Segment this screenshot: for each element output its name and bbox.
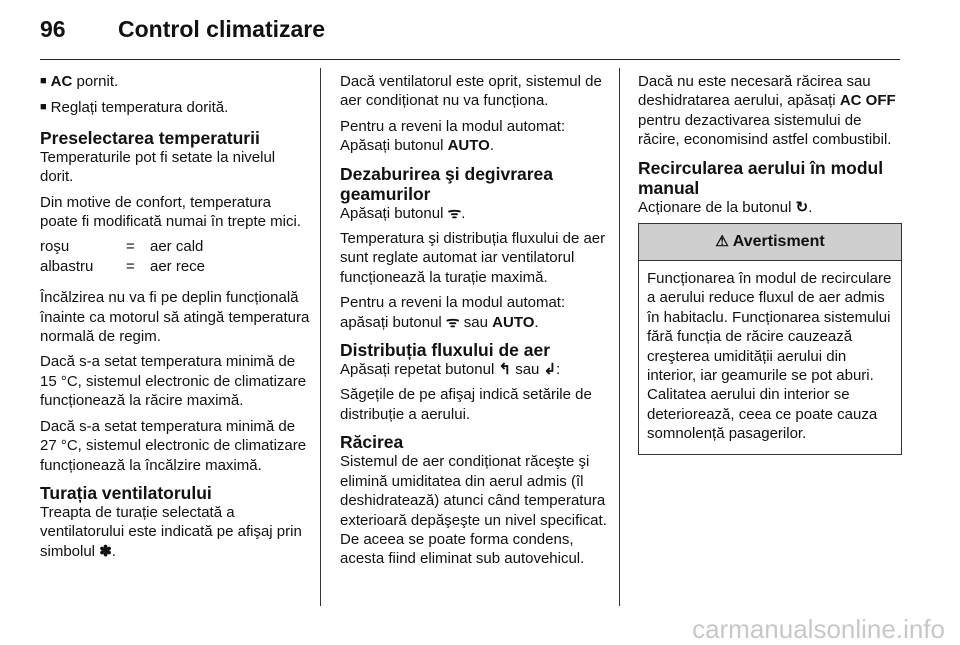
table-eq: = bbox=[126, 257, 135, 275]
watermark: carmanualsonline.info bbox=[692, 614, 945, 644]
recirculation-icon: ↻ bbox=[795, 198, 809, 216]
paragraph bbox=[638, 72, 902, 150]
bullet-text: Reglați temperatura dorită. bbox=[50, 99, 229, 117]
text: Treapta de turație selectată a ventilatorului este indicată pe afişaj prin simbolul bbox=[40, 503, 302, 560]
page-number: 96 bbox=[40, 16, 66, 42]
paragraph: Săgețile de pe afişaj indică setările de distribuție a aerului. bbox=[340, 386, 592, 423]
warning-header bbox=[639, 224, 901, 261]
paragraph bbox=[638, 198, 902, 217]
column-divider-2 bbox=[619, 68, 620, 606]
warning-box bbox=[638, 223, 902, 455]
heading-recirculation: Recircularea aerului în modul manual bbox=[638, 157, 884, 198]
bullet-text: pornit. bbox=[72, 73, 119, 90]
column-divider-1 bbox=[320, 68, 321, 606]
warning-text: Funcționarea în modul de recirculare a aerului reduce fluxul de aer admis în habitaclu. Funcționarea sistemului fără funcția de răcire cauzează creşterea umidității aerului din interior, iar geamurile se pot aburi. Calitatea aerului din interior se deteriorează, ceea ce poate cauza somnolență pasagerilor. bbox=[647, 270, 892, 443]
paragraph: Încălzirea nu va fi pe deplin funcțională înainte ca motorul să atingă temperatura normală de regim. bbox=[40, 289, 310, 346]
column-3 bbox=[638, 72, 902, 455]
paragraph bbox=[340, 204, 615, 223]
warning-title: Avertisment bbox=[732, 233, 825, 251]
text: Pentru a reveni la modul automat: Apăsați butonul bbox=[340, 117, 566, 155]
table-value: aer cald bbox=[150, 238, 204, 256]
paragraph: Din motive de confort, temperatura poate fi modificată numai în trepte mici. bbox=[40, 193, 301, 231]
table-key: roşu bbox=[40, 238, 70, 256]
text: Dacă nu este necesară răcirea sau deshidratarea aerului, apăsați bbox=[638, 73, 871, 110]
text: . bbox=[489, 137, 494, 155]
warning-triangle-icon: ⚠ bbox=[715, 233, 729, 251]
heading-preselect-temperature: Preselectarea temperaturii bbox=[40, 127, 260, 148]
column-2 bbox=[340, 72, 615, 575]
heading-defrost: Dezaburirea şi degivrarea geamurilor bbox=[340, 163, 554, 204]
paragraph: Dacă s-a setat temperatura minimă de 15 °C, sistemul electronic de climatizare funcționează la răcire maximă. bbox=[40, 353, 307, 410]
heading-air-distribution: Distribuția fluxului de aer bbox=[340, 340, 551, 361]
page-header bbox=[0, 0, 960, 62]
table-row bbox=[40, 257, 205, 276]
text: . bbox=[111, 542, 116, 560]
paragraph bbox=[340, 117, 615, 156]
paragraph bbox=[40, 503, 312, 561]
text: : bbox=[556, 361, 561, 379]
paragraph: Sistemul de aer condiționat răceşte şi elimină umiditatea din aerul admis (îl deshidratează) atunci când temperatura exterioară depăşeşte un nivel specificat. De aceea se poate forma condens, acesta fiind eliminat sub autovehicul. bbox=[340, 453, 607, 568]
text: . bbox=[461, 204, 466, 222]
square-bullet-icon: ■ bbox=[40, 75, 47, 87]
heading-fan-speed: Turația ventilatorului bbox=[40, 482, 212, 503]
windscreen-defrost-icon: ᯤ bbox=[445, 313, 460, 331]
windscreen-defrost-icon: ᯤ bbox=[447, 204, 462, 222]
color-legend-table bbox=[40, 237, 205, 276]
table-eq: = bbox=[126, 238, 135, 256]
text: Acționare de la butonul bbox=[638, 198, 792, 216]
ac-label: AC bbox=[50, 73, 73, 90]
page-title: Control climatizare bbox=[118, 16, 326, 42]
auto-label: AUTO bbox=[447, 137, 490, 155]
paragraph bbox=[340, 360, 615, 379]
auto-label: AUTO bbox=[492, 313, 535, 331]
square-bullet-icon: ■ bbox=[40, 101, 47, 114]
table-row bbox=[40, 237, 205, 256]
warning-body bbox=[639, 261, 901, 454]
ac-off-label: AC OFF bbox=[839, 92, 896, 110]
table-key: albastru bbox=[40, 257, 94, 275]
text: Pentru a reveni la modul automat: apăsați butonul bbox=[340, 294, 566, 331]
bullet-ac-on bbox=[40, 72, 312, 93]
air-distribution-up-icon: ↰ bbox=[498, 361, 512, 379]
text: Apăsați butonul bbox=[340, 204, 444, 222]
text: sau bbox=[515, 361, 540, 379]
paragraph: Dacă s-a setat temperatura minimă de 27 °C, sistemul electronic de climatizare funcționează la încălzire maximă. bbox=[40, 417, 307, 474]
paragraph: Temperaturile pot fi setate la nivelul dorit. bbox=[40, 148, 276, 186]
paragraph bbox=[340, 293, 615, 332]
text: . bbox=[534, 313, 539, 331]
paragraph: Dacă ventilatorul este oprit, sistemul de aer condiționat nu va funcționa. bbox=[340, 73, 602, 110]
paragraph: Temperatura şi distribuția fluxului de aer sunt reglate automat iar ventilatorul funcționează la turație maximă. bbox=[340, 230, 606, 286]
fan-icon: ✽ bbox=[99, 542, 112, 560]
table-value: aer rece bbox=[150, 257, 206, 275]
heading-cooling: Răcirea bbox=[340, 432, 404, 453]
header-rule bbox=[40, 59, 900, 60]
text: sau bbox=[463, 313, 488, 331]
bullet-set-temp bbox=[40, 98, 312, 119]
text: . bbox=[808, 198, 813, 216]
text: pentru dezactivarea sistemului de răcire, economisind astfel combustibil. bbox=[638, 111, 892, 149]
air-distribution-down-icon: ↲ bbox=[543, 361, 557, 379]
text: Apăsați repetat butonul bbox=[340, 361, 495, 379]
column-1 bbox=[40, 72, 312, 567]
